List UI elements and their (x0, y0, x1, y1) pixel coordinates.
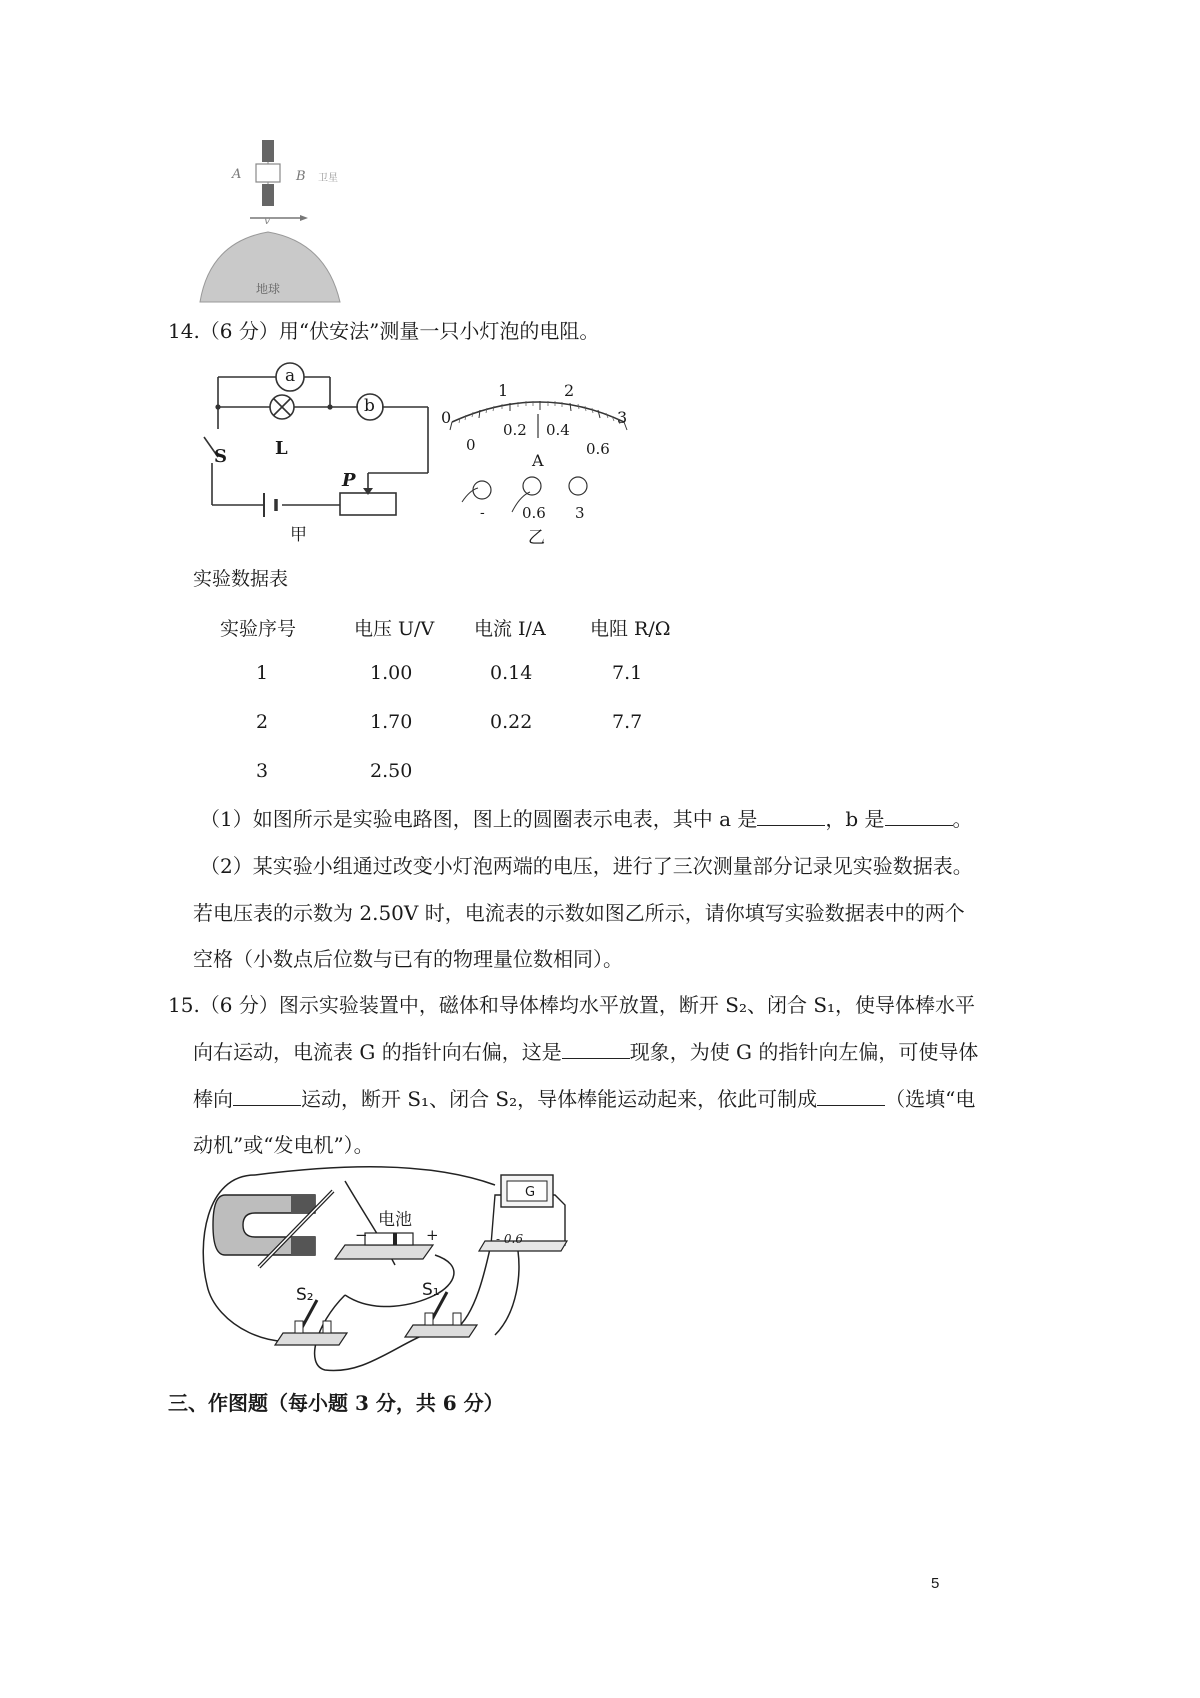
q14-sub2-line2: 若电压表的示数为 2.50V 时，电流表的示数如图乙所示，请你填写实验数据表中的两个 (193, 901, 965, 925)
switch-label: S (214, 446, 227, 467)
battery-minus: − (355, 1226, 368, 1244)
label-v: v (264, 214, 271, 227)
label-satellite: 卫星 (318, 173, 338, 184)
cell-index: 1 (256, 662, 269, 684)
dial-bottom-04: 0.4 (546, 421, 570, 439)
th-index: 实验序号 (220, 618, 297, 640)
cell-index: 3 (256, 760, 269, 782)
dial-bottom-06: 0.6 (586, 440, 610, 458)
battery-label: 电池 (378, 1210, 412, 1230)
dial-top-2: 2 (564, 381, 575, 400)
q15-line4: 动机”或“发电机”）。 (193, 1133, 374, 1157)
cell-voltage: 2.50 (370, 760, 413, 782)
th-current: 电流 I/A (474, 618, 546, 640)
dial-bottom-02: 0.2 (503, 421, 527, 439)
label-earth: 地球 (256, 282, 281, 296)
switch-s2-label: S₂ (296, 1285, 314, 1305)
cell-voltage: 1.00 (370, 662, 413, 684)
lamp-label: L (275, 438, 288, 459)
terminal-06: 0.6 (522, 504, 546, 522)
cell-current: 0.14 (490, 662, 533, 684)
galvanometer-scale: - 0.6 (496, 1232, 523, 1246)
battery-plus: + (426, 1226, 439, 1244)
answer-blank[interactable] (757, 807, 825, 826)
switch-s1-label: S₁ (422, 1280, 440, 1300)
cell-voltage: 1.70 (370, 711, 413, 733)
answer-blank[interactable] (562, 1040, 630, 1059)
meter-b-label: b (364, 396, 375, 416)
dial-top-3: 3 (617, 408, 628, 427)
meter-a-label: a (285, 366, 296, 386)
cell-resistance: 7.1 (612, 662, 643, 684)
q14-sub2-line3: 空格（小数点后位数与已有的物理量位数相同）。 (193, 947, 623, 971)
terminal-minus: - (480, 505, 485, 521)
q14-sub1: （1）如图所示是实验电路图，图上的圆圈表示电表，其中 a 是 ，b 是 。 (200, 807, 973, 831)
circuit-diagram (190, 355, 440, 535)
cell-resistance: 7.7 (612, 711, 643, 733)
label-b: B (296, 169, 306, 184)
cell-current: 0.22 (490, 711, 533, 733)
dial-top-1: 1 (498, 381, 509, 400)
th-voltage: 电压 U/V (354, 618, 435, 640)
page-number: 5 (931, 1575, 940, 1592)
label-a: A (232, 167, 242, 182)
section3-heading: 三、作图题（每小题 3 分，共 6 分） (168, 1391, 504, 1415)
answer-blank[interactable] (233, 1087, 301, 1106)
dial-bottom-0: 0 (466, 436, 476, 454)
q15-line1: 15.（6 分）图示实验装置中，磁体和导体棒均水平放置，断开 S₂、闭合 S₁，使导体棒水平 (168, 993, 976, 1017)
q15-line3: 棒向 运动，断开 S₁、闭合 S₂，导体棒能运动起来，依此可制成 （选填“电 (193, 1087, 976, 1111)
dial-top-0: 0 (441, 408, 452, 427)
table-title: 实验数据表 (193, 568, 289, 590)
answer-blank[interactable] (817, 1087, 885, 1106)
circuit-caption: 甲 (290, 525, 307, 545)
q14-sub2-line1: （2）某实验小组通过改变小灯泡两端的电压，进行了三次测量部分记录见实验数据表。 (200, 854, 973, 878)
galvanometer-label: G (525, 1185, 536, 1200)
dial-unit: A (532, 451, 544, 470)
cell-index: 2 (256, 711, 269, 733)
answer-blank[interactable] (885, 807, 953, 826)
q14-stem: 14.（6 分）用“伏安法”测量一只小灯泡的电阻。 (168, 319, 600, 343)
q15-line2: 向右运动，电流表 G 的指针向右偏，这是 现象，为使 G 的指针向左偏，可使导体 (193, 1040, 979, 1064)
terminal-3: 3 (575, 504, 585, 522)
th-resistance: 电阻 R/Ω (590, 618, 671, 640)
ammeter-caption: 乙 (528, 528, 545, 548)
slider-label: P (342, 470, 356, 491)
